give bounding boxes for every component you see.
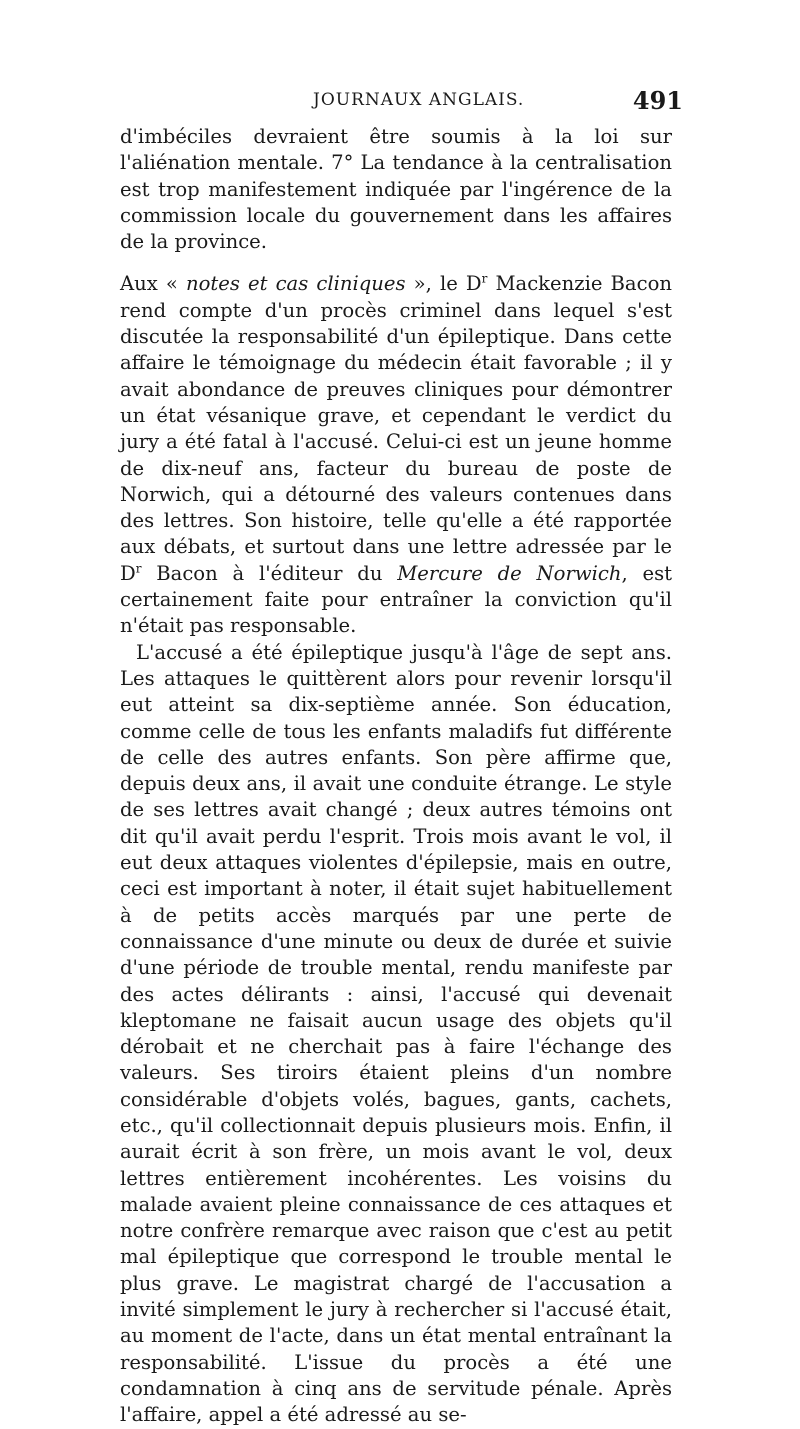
paragraph-1: d'imbéciles devraient être soumis à la loi sur l'aliénation mentale. 7° La tendance à la centralisation est trop manifestement indiquée par l'ingérence de la commission locale du gouvernement dans les affaires de la province. [120, 125, 672, 254]
p2-text-5: , est certainement faite pour entraîner la conviction qu'il n'était pas responsable. [120, 561, 673, 638]
p2-text-2: », le D [405, 272, 482, 296]
p2-superscript-1: r [481, 271, 488, 286]
page-number: 491 [632, 86, 683, 115]
p2-italic-mercure: Mercure de Norwich [397, 561, 622, 585]
running-head: JOURNAUX ANGLAIS. [313, 90, 525, 110]
p2-superscript-2: r [135, 561, 142, 576]
page-header [118, 88, 683, 118]
body-text [120, 124, 672, 1429]
p2-text-3: Mackenzie Bacon rend compte d'un procès criminel dans lequel s'est discutée la responsabilité d'un épileptique. Dans cette affaire le témoignage du médecin était favorable ; il y avait abondance de preuves cliniques pour démontrer un état vésanique grave, et cependant le verdict du jury a été fatal à l'accusé. Celui-ci est un jeune homme de dix-neuf ans, facteur du bureau de poste de Norwich, qui a détourné des valeurs contenues dans des lettres. Son histoire, telle qu'elle a été rapportée aux débats, et surtout dans une lettre adressée par le D [120, 272, 673, 585]
paragraph-3: L'accusé a été épileptique jusqu'à l'âge de sept ans. Les attaques le quittèrent alors pour revenir lorsqu'il eut atteint sa dix-septième année. Son éducation, comme celle de tous les enfants maladifs fut différente de celle des autres enfants. Son père affirme que, depuis deux ans, il avait une conduite étrange. Le style de ses lettres avait changé ; deux autres témoins ont dit qu'il avait perdu l'esprit. Trois mois avant le vol, il eut deux attaques violentes d'épilepsie, mais en outre, ceci est important à noter, il était sujet habituellement à de petits accès marqués par une perte de connaissance d'une minute ou deux de durée et suivie d'une période de trouble mental, rendu manifeste par des actes délirants : ainsi, l'accusé qui devenait kleptomane ne faisait aucun usage des objets qu'il dérobait et ne cherchait pas à faire l'échange des valeurs. Ses tiroirs étaient pleins d'un nombre considérable d'objets volés, bagues, gants, cachets, etc., qu'il collectionnait depuis plusieurs mois. Enfin, il aurait écrit à son frère, un mois avant le vol, deux lettres entièrement incohérentes. Les voisins du malade avaient pleine connaissance de ces attaques et notre confrère remarque avec raison que c'est au petit mal épileptique que correspond le trouble mental le plus grave. Le magistrat chargé de l'accusation a invité simplement le jury à rechercher si l'accusé était, au moment de l'acte, dans un état mental entraînant la responsabilité. L'issue du procès a été une condamnation à cinq ans de servitude pénale. Après l'affaire, appel a été adressé au se- [120, 640, 672, 1427]
p2-text-1: Aux « [120, 272, 186, 296]
p2-text-4: Bacon à l'éditeur du [141, 561, 398, 585]
paragraph-2 [120, 271, 672, 639]
p2-italic-notes: notes et cas cliniques [185, 272, 406, 296]
